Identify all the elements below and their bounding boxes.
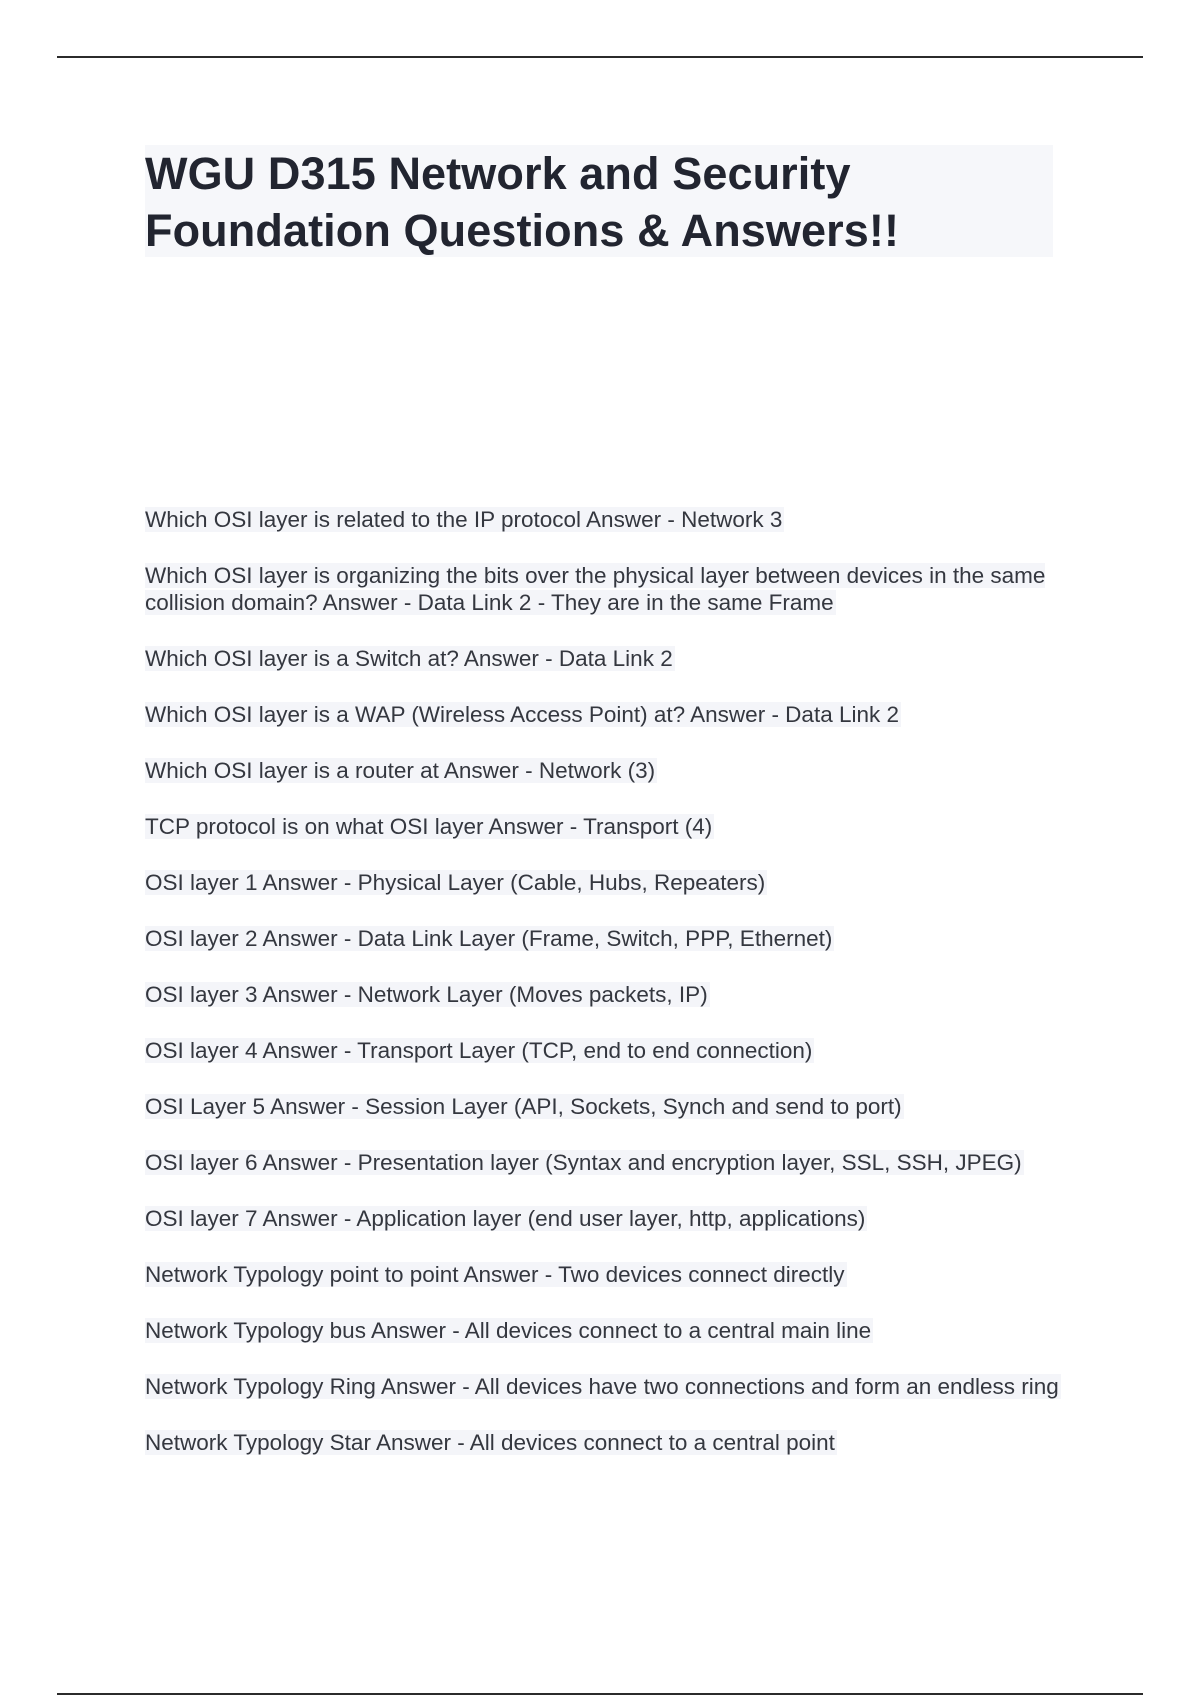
qa-item [145,1373,1065,1400]
qa-text: Network Typology Ring Answer - All devices have two connections and form an endless ring [145,1374,1059,1399]
qa-text: OSI Layer 5 Answer - Session Layer (API, Sockets, Synch and send to port) [145,1094,902,1119]
qa-text: Which OSI layer is a Switch at? Answer - Data Link 2 [145,646,673,671]
qa-item [145,1037,1065,1064]
title-line-1: WGU D315 Network and Security [145,148,851,199]
qa-item [145,757,1065,784]
title-line-2: Foundation Questions & Answers!! [145,205,900,256]
qa-list [145,506,1065,1485]
qa-item [145,506,1065,533]
qa-text: OSI layer 7 Answer - Application layer (end user layer, http, applications) [145,1206,866,1231]
qa-text: Network Typology Star Answer - All devices connect to a central point [145,1430,835,1455]
qa-item [145,1261,1065,1288]
qa-text: Network Typology bus Answer - All devices connect to a central main line [145,1318,872,1343]
qa-text: Which OSI layer is organizing the bits over the physical layer between devices in the same collision domain? Answer - Data Link 2 - They are in the same Frame [145,563,1046,615]
qa-text: Which OSI layer is related to the IP protocol Answer - Network 3 [145,507,783,532]
qa-text: OSI layer 2 Answer - Data Link Layer (Frame, Switch, PPP, Ethernet) [145,926,833,951]
qa-text: OSI layer 4 Answer - Transport Layer (TCP, end to end connection) [145,1038,813,1063]
qa-text: Network Typology point to point Answer - Two devices connect directly [145,1262,845,1287]
qa-item [145,981,1065,1008]
qa-item [145,813,1065,840]
page-title [145,145,1053,259]
qa-item [145,1205,1065,1232]
qa-text: OSI layer 3 Answer - Network Layer (Moves packets, IP) [145,982,708,1007]
qa-item [145,1149,1065,1176]
qa-text: Which OSI layer is a router at Answer - Network (3) [145,758,656,783]
qa-text: TCP protocol is on what OSI layer Answer - Transport (4) [145,814,713,839]
qa-item [145,562,1065,616]
qa-item [145,1317,1065,1344]
title-block [145,145,1053,257]
bottom-rule [57,1693,1143,1695]
qa-item [145,869,1065,896]
qa-item [145,645,1065,672]
qa-text: OSI layer 6 Answer - Presentation layer (Syntax and encryption layer, SSL, SSH, JPEG) [145,1150,1022,1175]
qa-text: Which OSI layer is a WAP (Wireless Access Point) at? Answer - Data Link 2 [145,702,900,727]
top-rule [57,56,1143,58]
qa-item [145,925,1065,952]
qa-text: OSI layer 1 Answer - Physical Layer (Cable, Hubs, Repeaters) [145,870,766,895]
qa-item [145,1093,1065,1120]
qa-item [145,701,1065,728]
qa-item [145,1429,1065,1456]
